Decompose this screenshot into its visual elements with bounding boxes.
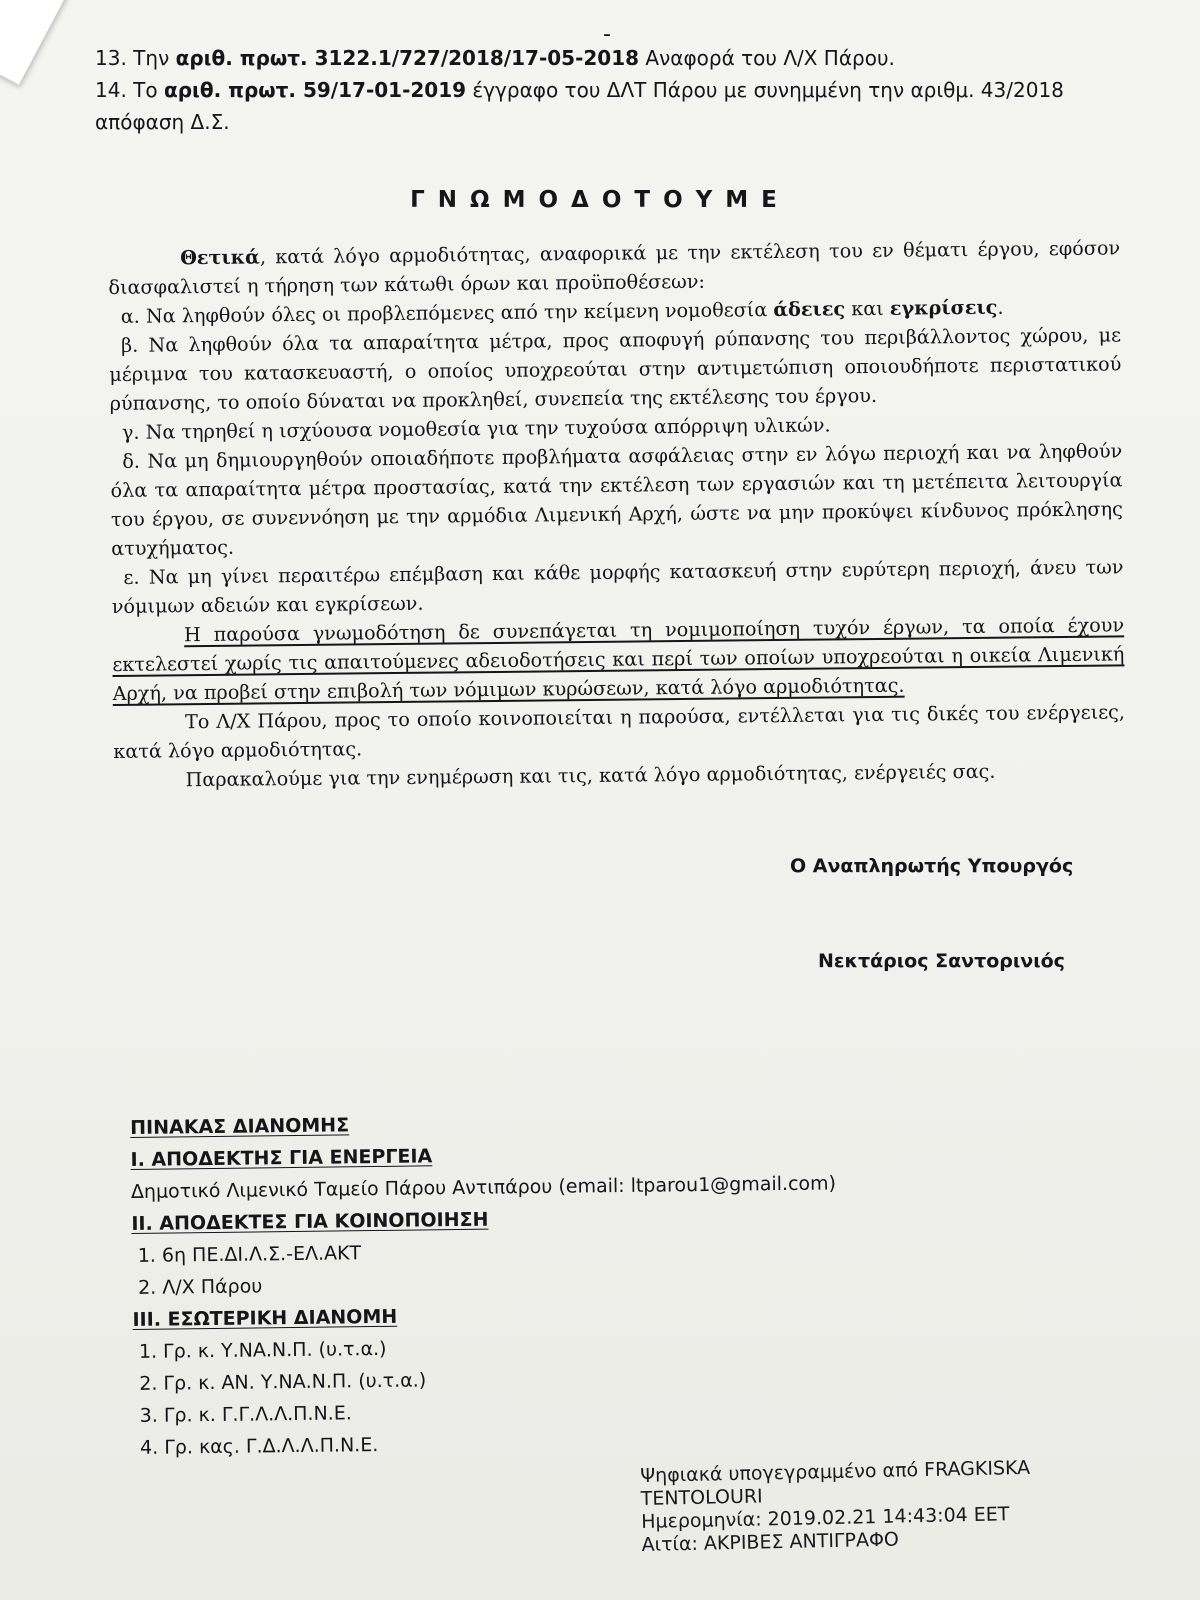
signature-reason: Αιτία: ΑΚΡΙΒΕΣ ΑΝΤΙΓΡΑΦΟ	[641, 1528, 900, 1556]
opinion-body	[108, 233, 1126, 795]
list-item: 4. Γρ. κας. Γ.Δ.Λ.Λ.Π.Ν.Ε.	[139, 1433, 379, 1459]
opinion-heading: ΓΝΩΜΟΔΟΤΟΥΜΕ	[410, 187, 790, 213]
signature-line: TENTOLOURI	[640, 1485, 763, 1510]
signer-title: Ο Αναπληρωτής Υπουργός	[790, 855, 1074, 877]
list-item: 2. Λ/Χ Πάρου	[138, 1275, 263, 1299]
condition-e: ε. Να μη γίνει περαιτέρω επέμβαση και κάθε μορφής κατασκευή στην ευρύτερη περιοχή, άνευ των νόμιμων αδειών και εγκρίσεων.	[111, 555, 1124, 618]
condition-d: δ. Να μη δημιουργηθούν οποιαδήποτε προβλήματα ασφάλειας στην εν λόγω περιοχή και να ληφθούν όλα τα απαραίτητα μέτρα προστασίας, κατά την εκτέλεση των εργασιών και τη μετέπειτα λειτουργία του έργου, σε συνεννόηση με την αρμόδια Λιμενική Αρχή, ώστε να μην προκύψει κίνδυνος πρόκλησης ατυχήματος.	[110, 439, 1123, 560]
condition-a: α. Να ληφθούν όλες οι προβλεπόμενες από την κείμενη νομοθεσία άδειες και εγκρίσεις.	[120, 295, 1004, 328]
digital-signature-stamp	[640, 1455, 1112, 1557]
distribution-table	[130, 1102, 954, 1464]
top-mark: -	[603, 22, 611, 47]
reference-14: 14. Το αριθ. πρωτ. 59/17-01-2019 έγγραφο του ΔΛΤ Πάρου με συνημμένη την αριθμ. 43/2018 απόφαση Δ.Σ.	[95, 78, 1064, 134]
section-action-title: Ι. ΑΠΟΔΕΚΤΗΣ ΓΙΑ ΕΝΕΡΓΕΙΑ	[130, 1145, 433, 1171]
intro-paragraph: Θετικά, κατά λόγο αρμοδιότητας, αναφορικά με την εκτέλεση του εν θέματι έργου, εφόσον διασφαλιστεί η τήρηση των κάτωθι όρων και προϋποθέσεων:	[108, 236, 1121, 299]
condition-b: β. Να ληφθούν όλα τα απαραίτητα μέτρα, προς αποφυγή ρύπανσης του περιβάλλοντος χώρου, με μέριμνα του κατασκευαστή, ο οποίος υποχρεούται στην αντιμετώπιση οποιουδήποτε περιστατικού ρύπανσης, το οποίο δύναται να προκληθεί, συνεπεία της εκτέλεσης του έργου.	[109, 323, 1122, 415]
request-paragraph: Παρακαλούμε για την ενημέρωση και τις, κατά λόγο αρμοδιότητας, ενέργειές σας.	[185, 759, 996, 792]
section-notify-title: ΙΙ. ΑΠΟΔΕΚΤΕΣ ΓΙΑ ΚΟΙΝΟΠΟΙΗΣΗ	[131, 1208, 489, 1235]
underlined-note: Η παρούσα γνωμοδότηση δε συνεπάγεται τη νομιμοποίηση τυχόν έργων, τα οποία έχουν εκτελεστεί χωρίς τις απαιτούμενες αδειοδοτήσεις και περί των οποίων υποχρεούται η οικεία Λιμενική Αρχή, να προβεί στην επιβολή των νόμιμων κυρώσεων, κατά λόγο αρμοδιότητας.	[112, 613, 1125, 705]
section-internal-title: ΙΙΙ. ΕΣΩΤΕΡΙΚΗ ΔΙΑΝΟΜΗ	[132, 1305, 398, 1331]
list-item: Δημοτικό Λιμενικό Ταμείο Πάρου Αντιπάρου (email: ltparou1@gmail.com)	[130, 1172, 837, 1203]
list-item: 1. 6η ΠΕ.ΔΙ.Λ.Σ.-ΕΛ.ΑΚΤ	[137, 1242, 362, 1267]
list-item: 3. Γρ. κ. Γ.Γ.Λ.Λ.Π.Ν.Ε.	[139, 1402, 352, 1427]
instruction-paragraph: Το Λ/Χ Πάρου, προς το οποίο κοινοποιείται η παρούσα, εντέλλεται για τις δικές του ενέργειες, κατά λόγο αρμοδιότητας.	[113, 700, 1126, 763]
distribution-title: ΠΙΝΑΚΑΣ ΔΙΑΝΟΜΗΣ	[130, 1114, 350, 1139]
signature-date: Ημερομηνία: 2019.02.21 14:43:04 EET	[640, 1503, 1010, 1533]
list-item: 2. Γρ. κ. ΑΝ. Υ.ΝΑ.Ν.Π. (υ.τ.α.)	[139, 1369, 427, 1395]
reference-list	[95, 42, 1115, 138]
signer-name: Νεκτάριος Σαντορινιός	[818, 950, 1065, 972]
signature-line: Ψηφιακά υπογεγραμμένο από FRAGKISKA	[640, 1456, 1031, 1487]
reference-13: 13. Την αριθ. πρωτ. 3122.1/727/2018/17-05-2018 Αναφορά του Λ/Χ Πάρου.	[95, 46, 895, 70]
folded-corner	[0, 0, 71, 85]
condition-c: γ. Να τηρηθεί η ισχύουσα νομοθεσία για την τυχούσα απόρριψη υλικών.	[121, 413, 831, 444]
list-item: 1. Γρ. κ. Υ.ΝΑ.Ν.Π. (υ.τ.α.)	[138, 1337, 387, 1363]
